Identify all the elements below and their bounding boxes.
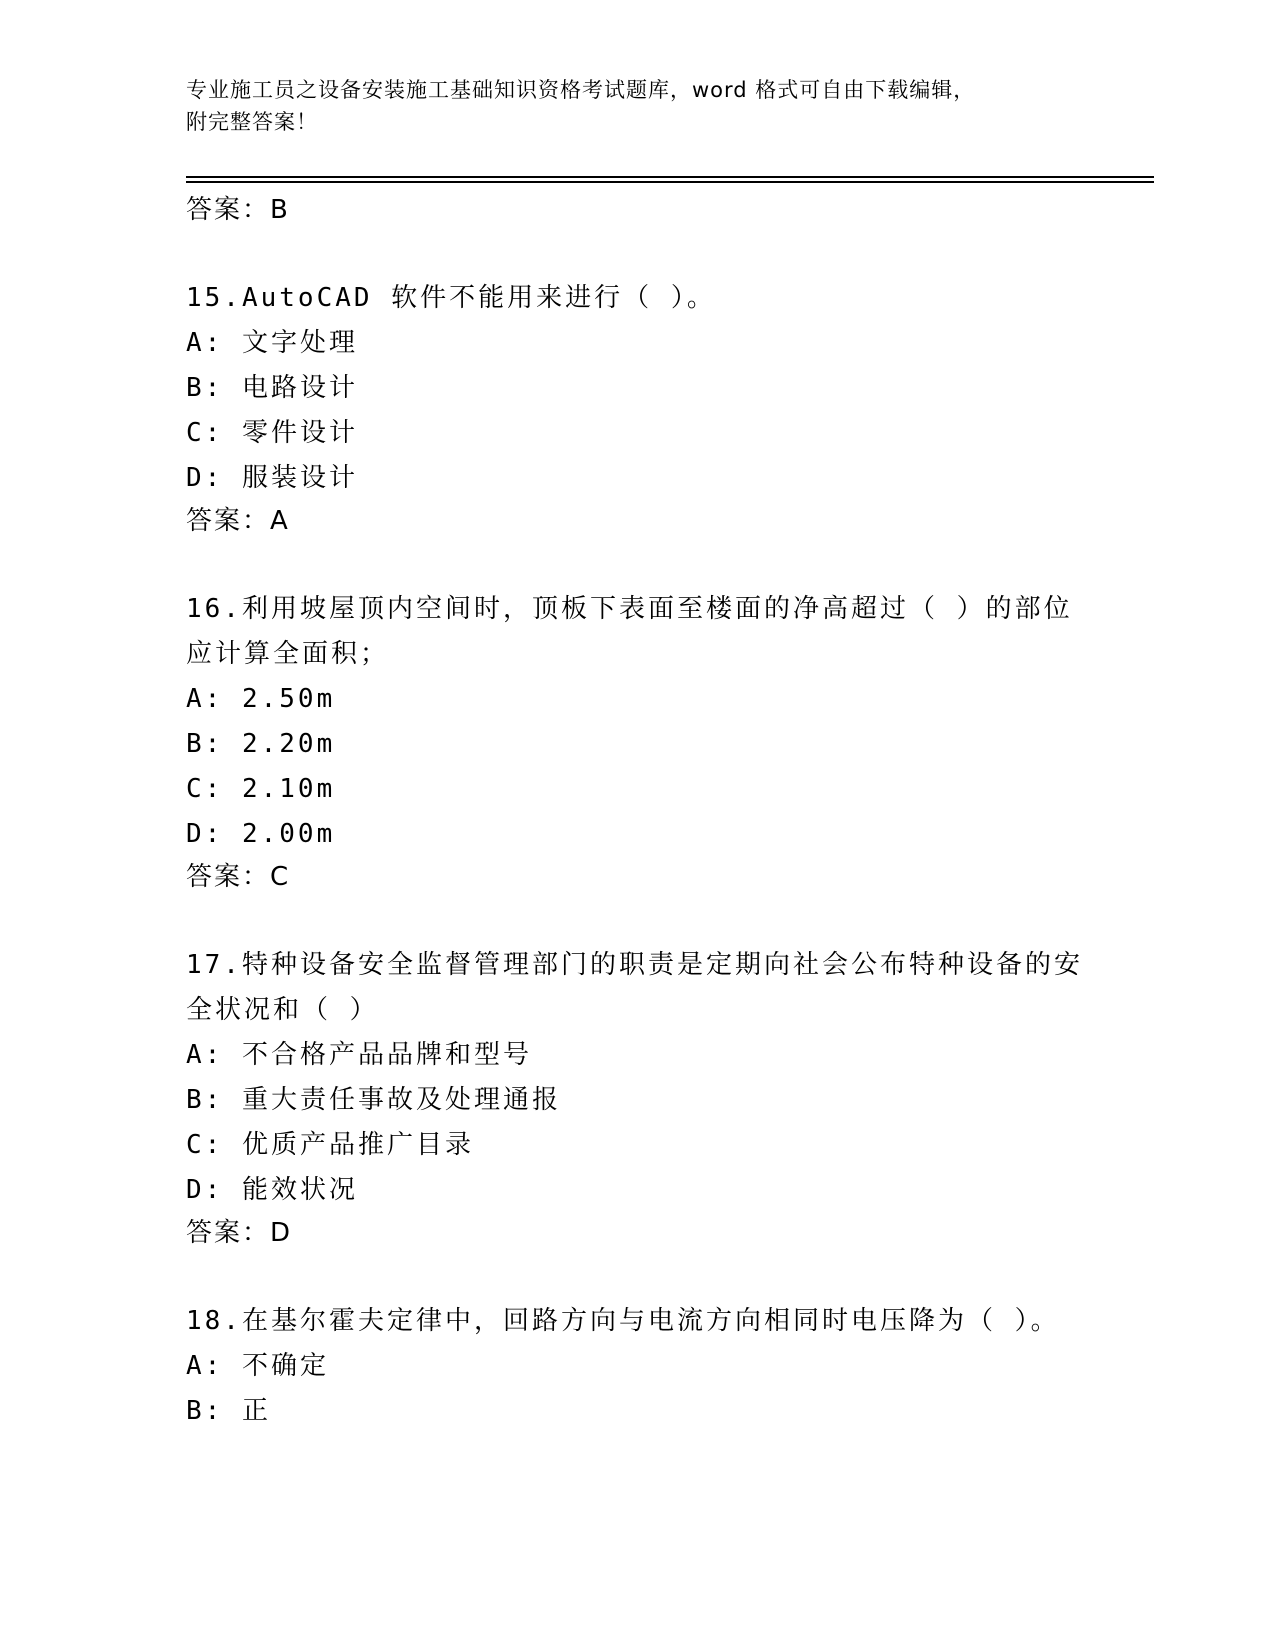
option-d: D: 服装设计: [186, 463, 358, 493]
option-c: C: 零件设计: [186, 418, 358, 448]
header-line-1: 专业施工员之设备安装施工基础知识资格考试题库，word 格式可自由下载编辑，: [186, 78, 976, 102]
header-line-2: 附完整答案！: [186, 110, 318, 134]
option-a: A: 2.50m: [186, 684, 336, 714]
option-c: C: 优质产品推广目录: [186, 1130, 474, 1160]
question-text-line-1: 17.特种设备安全监督管理部门的职责是定期向社会公布特种设备的安: [186, 950, 1083, 980]
question-15: [186, 276, 1086, 541]
answer-line: 答案：D: [186, 1218, 293, 1248]
option-a: A: 不合格产品品牌和型号: [186, 1040, 532, 1070]
question-18: [186, 1299, 1086, 1434]
header-divider-top: [186, 176, 1154, 178]
answer-line: 答案：A: [186, 506, 290, 536]
option-c: C: 2.10m: [186, 774, 336, 804]
option-d: D: 能效状况: [186, 1175, 358, 1205]
option-a: A: 文字处理: [186, 328, 358, 358]
option-b: B: 重大责任事故及处理通报: [186, 1085, 561, 1115]
option-a: A: 不确定: [186, 1351, 329, 1381]
option-d: D: 2.00m: [186, 819, 336, 849]
question-text-line-2: 应计算全面积；: [186, 639, 390, 669]
document-body: [186, 190, 1086, 1434]
option-b: B: 2.20m: [186, 729, 336, 759]
question-17: [186, 943, 1086, 1253]
answer-line: 答案：C: [186, 862, 291, 892]
question-text-line-1: 16.利用坡屋顶内空间时，顶板下表面至楼面的净高超过（ ）的部位: [186, 594, 1073, 624]
question-text-line-2: 全状况和（ ）: [186, 995, 379, 1025]
question-text: 15.AutoCAD 软件不能用来进行（ ）。: [186, 283, 716, 313]
question-text: 18.在基尔霍夫定律中，回路方向与电流方向相同时电压降为（ ）。: [186, 1306, 1060, 1336]
answer-line: 答案：B: [186, 195, 290, 225]
option-b: B: 正: [186, 1396, 271, 1426]
option-b: B: 电路设计: [186, 373, 358, 403]
question-16: [186, 587, 1086, 897]
document-header: [186, 74, 1066, 138]
header-divider-bottom: [186, 181, 1154, 183]
